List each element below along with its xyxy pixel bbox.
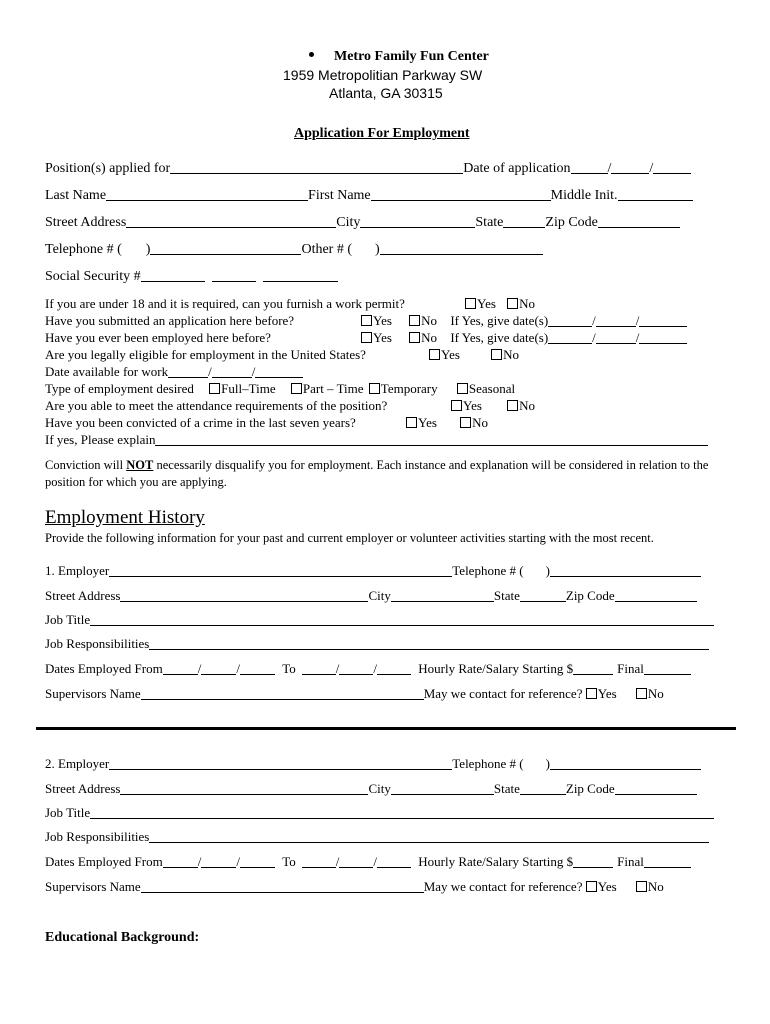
employer1-telephone-field[interactable] (550, 564, 701, 577)
position-label: Position(s) applied for (45, 161, 171, 176)
eligible-options: Yes No (429, 347, 519, 363)
employer1-jobresp-row: Job Responsibilities (45, 636, 709, 652)
employer1-from-year[interactable] (240, 662, 275, 675)
employer1-supervisor-field[interactable] (141, 687, 424, 700)
other-phone-label: Other # ( (301, 242, 352, 257)
last-name-label: Last Name (45, 188, 107, 203)
employed-dates-label: If Yes, give date(s) (450, 330, 549, 345)
submitted-options: Yes No If Yes, give date(s) / / (361, 313, 687, 329)
employer2-address-field[interactable] (120, 782, 368, 795)
company-name-line (309, 49, 489, 65)
parttime-checkbox[interactable] (291, 383, 302, 394)
ssn-row (45, 269, 338, 285)
available-year[interactable] (255, 365, 303, 378)
state-label: State (475, 215, 504, 230)
employer2-contact-yes-checkbox[interactable] (586, 881, 597, 892)
explain-field[interactable] (155, 433, 708, 446)
convicted-no-checkbox[interactable] (460, 417, 471, 428)
zip-label: Zip Code (545, 215, 598, 230)
employer1-label: 1. Employer (45, 563, 110, 578)
position-field[interactable] (170, 161, 463, 174)
employer2-jobresp-row: Job Responsibilities (45, 829, 709, 845)
submitted-date-day[interactable] (596, 314, 636, 327)
employer1-field[interactable] (109, 564, 452, 577)
permit-question-row (45, 296, 405, 312)
zip-field[interactable] (598, 215, 680, 228)
seasonal-checkbox[interactable] (457, 383, 468, 394)
employer2-to-month[interactable] (302, 855, 336, 868)
eligible-yes-checkbox[interactable] (429, 349, 440, 360)
employer2-city-field[interactable] (391, 782, 494, 795)
attendance-no-checkbox[interactable] (507, 400, 518, 411)
name-row (45, 188, 693, 204)
conviction-note: Conviction will NOT necessarily disqualify you for employment. Each instance and explanation will be considered in relation to the position for which you are applying. (45, 458, 709, 489)
permit-question: If you are under 18 and it is required, can you furnish a work permit? (45, 296, 405, 311)
available-month[interactable] (168, 365, 208, 378)
employer2-from-year[interactable] (240, 855, 275, 868)
permit-no-checkbox[interactable] (507, 298, 518, 309)
educational-background-heading: Educational Background: (45, 930, 200, 945)
employer2-row: 2. Employer Telephone # ( ) (45, 756, 701, 772)
attendance-question: Are you able to meet the attendance requirements of the position? (45, 398, 388, 413)
employer1-from-month[interactable] (163, 662, 198, 675)
employer1-address-row: Street Address City State Zip Code (45, 588, 697, 604)
employed-date-month[interactable] (548, 331, 592, 344)
ssn-label: Social Security # (45, 269, 141, 284)
available-row: Date available for work / / (45, 364, 303, 380)
employer1-row: 1. Employer Telephone # ( ) (45, 563, 701, 579)
employer2-dates-row: Dates Employed From / / To / / Hourly Rate/Salary Starting $ Final (45, 854, 691, 870)
employer2-jobtitle-field[interactable] (90, 806, 714, 819)
employer1-supervisor-row: Supervisors Name May we contact for reference? Yes No (45, 686, 664, 701)
last-name-field[interactable] (106, 188, 308, 201)
available-day[interactable] (212, 365, 252, 378)
ssn-field-3[interactable] (263, 269, 338, 282)
submitted-dates-label: If Yes, give date(s) (450, 313, 549, 328)
employed-date-day[interactable] (596, 331, 636, 344)
employer1-address-field[interactable] (120, 589, 368, 602)
eligible-question: Are you legally eligible for employment in the United States? (45, 347, 366, 362)
employment-history-heading: Employment History (45, 507, 205, 528)
employer2-jobresp-field[interactable] (149, 830, 709, 843)
conviction-not: NOT (126, 458, 154, 472)
convicted-yes-checkbox[interactable] (406, 417, 417, 428)
city-label: City (336, 215, 361, 230)
convicted-question: Have you been convicted of a crime in the last seven years? (45, 415, 356, 430)
employer2-supervisor-field[interactable] (141, 880, 424, 893)
middle-init-field[interactable] (618, 188, 693, 201)
ssn-field-1[interactable] (141, 269, 205, 282)
address-row (45, 215, 680, 231)
city-field[interactable] (360, 215, 475, 228)
employer1-state-field[interactable] (520, 589, 566, 602)
attendance-yes-checkbox[interactable] (451, 400, 462, 411)
employed-no-checkbox[interactable] (409, 332, 420, 343)
company-name: Metro Family Fun Center (334, 49, 489, 64)
telephone-row: Telephone # ( ) Other # ( ) (45, 242, 543, 258)
employer1-telephone-label: Telephone # ( (452, 563, 524, 578)
employer2-zip-field[interactable] (615, 782, 697, 795)
employer2-rate-start[interactable] (573, 855, 613, 868)
employer1-rate-final[interactable] (644, 662, 691, 675)
employer1-jobtitle-row: Job Title (45, 612, 714, 628)
employment-type-row: Type of employment desired Full–Time Part – Time Temporary Seasonal (45, 381, 516, 396)
telephone-field[interactable] (150, 242, 301, 255)
form-title: Application For Employment (294, 126, 470, 141)
date-application-label: Date of application (463, 161, 571, 176)
bullet-icon (309, 52, 314, 57)
section-divider (36, 727, 736, 730)
employer1-city-field[interactable] (391, 589, 494, 602)
explain-label: If yes, Please explain (45, 432, 156, 447)
employer1-dates-row: Dates Employed From / / To / / Hourly Rate/Salary Starting $ Final (45, 661, 691, 677)
convicted-options: Yes No (406, 415, 488, 431)
employer1-to-year[interactable] (377, 662, 411, 675)
street-address-label: Street Address (45, 215, 127, 230)
employer2-jobtitle-row: Job Title (45, 805, 714, 821)
submitted-yes-checkbox[interactable] (361, 315, 372, 326)
employed-date-year[interactable] (639, 331, 687, 344)
first-name-label: First Name (308, 188, 371, 203)
permit-options: Yes No (465, 296, 535, 312)
employer2-state-field[interactable] (520, 782, 566, 795)
employer1-to-day[interactable] (339, 662, 373, 675)
employed-yes-checkbox[interactable] (361, 332, 372, 343)
employer2-to-day[interactable] (339, 855, 373, 868)
employer2-to-year[interactable] (377, 855, 411, 868)
employer2-contact-no-checkbox[interactable] (636, 881, 647, 892)
date-month-field[interactable] (571, 161, 608, 174)
date-day-field[interactable] (611, 161, 649, 174)
employment-type-label: Type of employment desired (45, 381, 194, 396)
employer1-jobtitle-field[interactable] (90, 613, 714, 626)
temporary-checkbox[interactable] (369, 383, 380, 394)
company-address-1: 1959 Metropolitian Parkway SW (283, 67, 483, 83)
employer2-rate-final[interactable] (644, 855, 691, 868)
telephone-label: Telephone # ( (45, 242, 122, 257)
employer2-address-row: Street Address City State Zip Code (45, 781, 697, 797)
other-phone-field[interactable] (380, 242, 543, 255)
middle-init-label: Middle Init. (550, 188, 618, 203)
employer2-label: 2. Employer (45, 756, 110, 771)
employer1-contact-yes-checkbox[interactable] (586, 688, 597, 699)
employer2-telephone-field[interactable] (550, 757, 701, 770)
submitted-date-year[interactable] (639, 314, 687, 327)
position-row: Position(s) applied for Date of application / / (45, 161, 691, 177)
attendance-options: Yes No (451, 398, 535, 414)
employer2-from-day[interactable] (201, 855, 236, 868)
company-address-2: Atlanta, GA 30315 (329, 85, 443, 101)
submitted-no-checkbox[interactable] (409, 315, 420, 326)
employed-options: Yes No If Yes, give date(s) / / (361, 330, 687, 346)
submitted-date-month[interactable] (548, 314, 592, 327)
ssn-field-2[interactable] (212, 269, 256, 282)
employer1-from-day[interactable] (201, 662, 236, 675)
employer1-zip-field[interactable] (615, 589, 697, 602)
employer1-contact-no-checkbox[interactable] (636, 688, 647, 699)
permit-yes-checkbox[interactable] (465, 298, 476, 309)
street-address-field[interactable] (126, 215, 336, 228)
employer2-supervisor-row: Supervisors Name May we contact for reference? Yes No (45, 879, 664, 894)
employer1-to-month[interactable] (302, 662, 336, 675)
employment-intro: Provide the following information for your past and current employer or volunteer activities starting with the most recent. (45, 531, 654, 545)
employer2-field[interactable] (109, 757, 452, 770)
employed-question: Have you ever been employed here before? (45, 330, 271, 345)
state-field[interactable] (503, 215, 545, 228)
employer1-rate-start[interactable] (573, 662, 613, 675)
explain-row (45, 432, 708, 448)
available-label: Date available for work (45, 364, 169, 379)
first-name-field[interactable] (371, 188, 551, 201)
employer1-jobresp-field[interactable] (149, 637, 709, 650)
fulltime-checkbox[interactable] (209, 383, 220, 394)
date-year-field[interactable] (653, 161, 691, 174)
submitted-question: Have you submitted an application here before? (45, 313, 295, 328)
employer2-from-month[interactable] (163, 855, 198, 868)
eligible-no-checkbox[interactable] (491, 349, 502, 360)
